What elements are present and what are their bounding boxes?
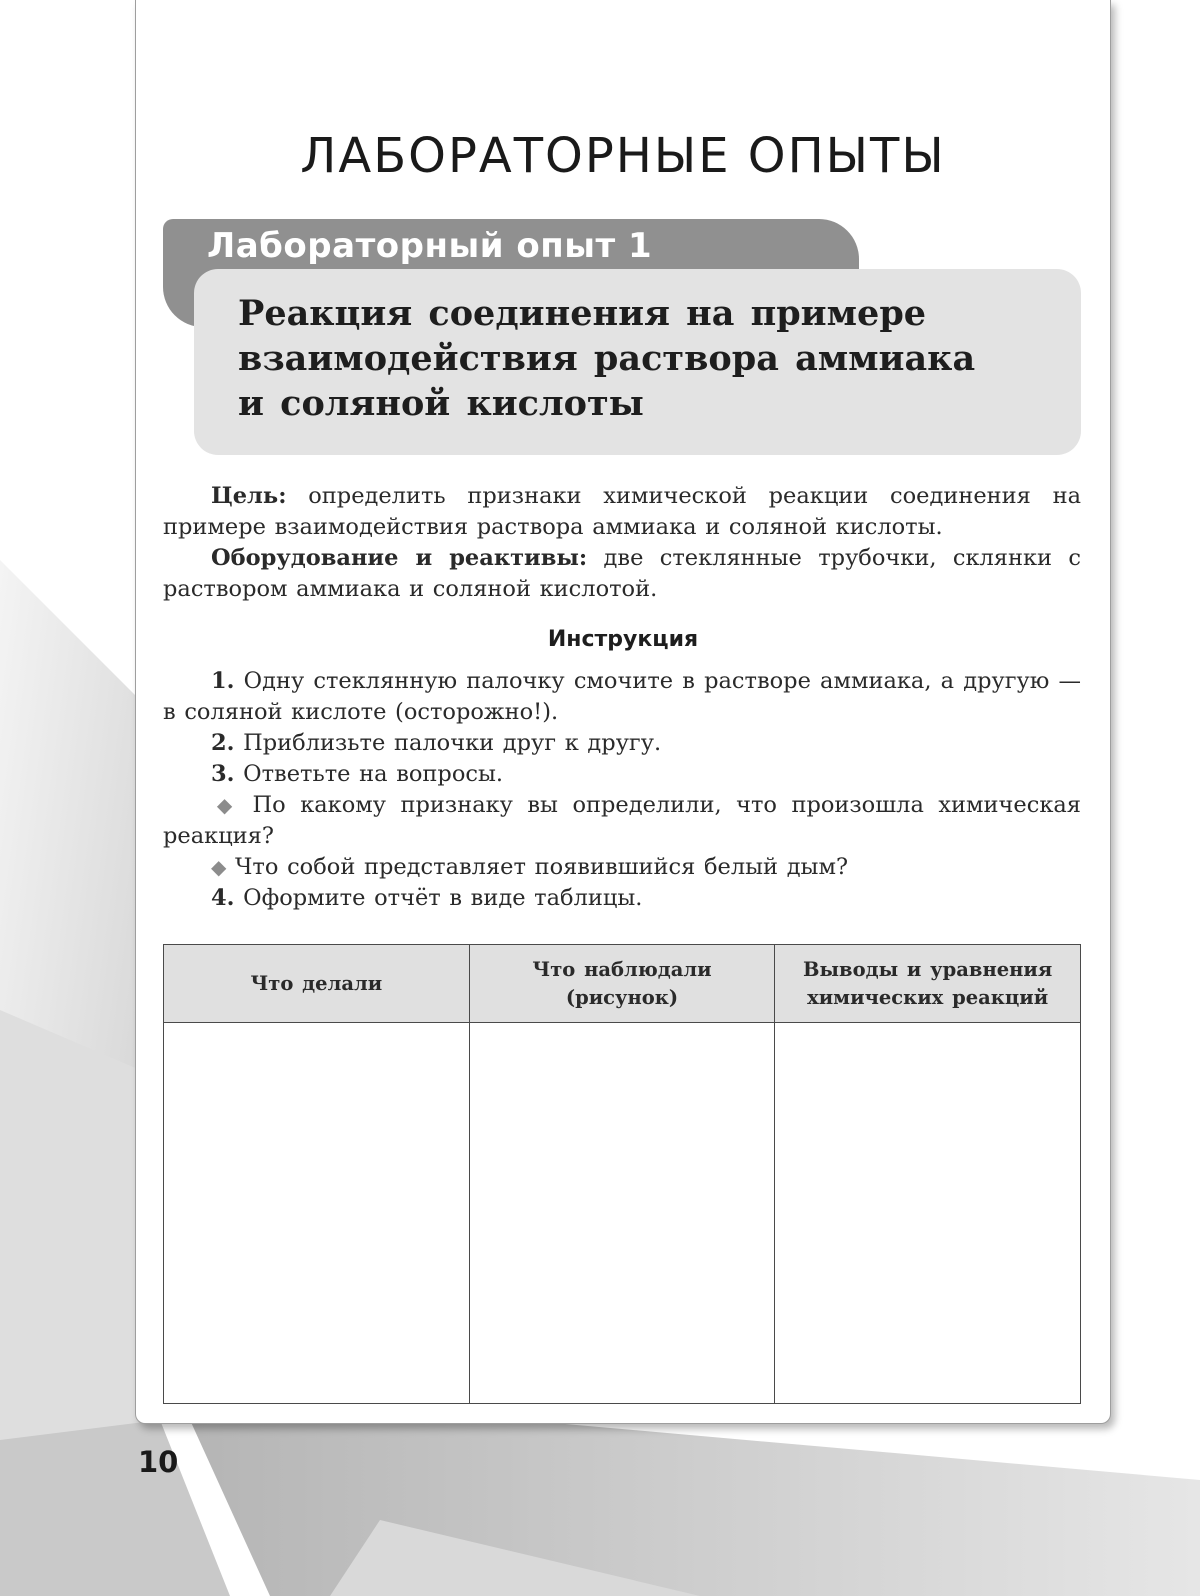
equipment-paragraph xyxy=(163,543,1081,605)
step-2 xyxy=(163,728,1081,759)
question-1 xyxy=(163,790,1081,852)
question-text: Что собой представляет появившийся белый дым? xyxy=(226,854,849,880)
step-1 xyxy=(163,666,1081,728)
column-header-conclusions: Выводы и уравнения химических реакций xyxy=(775,945,1081,1023)
table-cell-observations[interactable] xyxy=(469,1023,775,1404)
table-cell-actions[interactable] xyxy=(164,1023,470,1404)
column-header-actions: Что делали xyxy=(164,945,470,1023)
step-text: Приблизьте палочки друг к другу. xyxy=(234,730,662,756)
step-number: 3. xyxy=(211,761,235,787)
equipment-label: Оборудование и реактивы: xyxy=(211,545,588,571)
step-3 xyxy=(163,759,1081,790)
table-row xyxy=(164,1023,1081,1404)
step-text: Оформите отчёт в виде таблицы. xyxy=(234,885,643,911)
page-sheet xyxy=(135,0,1111,1424)
topic-title xyxy=(238,291,1038,426)
topic-line: Реакция соединения на примере xyxy=(238,293,927,334)
table-header-row xyxy=(164,945,1081,1023)
step-text: Ответьте на вопросы. xyxy=(234,761,504,787)
report-table xyxy=(163,944,1081,1404)
topic-box xyxy=(194,269,1081,455)
step-text: Одну стеклянную палочку смочите в растворе аммиака, а другую — в соляной кислоте (осторожно!). xyxy=(163,668,1081,725)
step-number: 4. xyxy=(211,885,235,911)
table-cell-conclusions[interactable] xyxy=(775,1023,1081,1404)
step-number: 2. xyxy=(211,730,235,756)
diamond-bullet-icon: ◆ xyxy=(211,855,227,879)
equipment-text: две стеклянные трубочки, склянки с раствором аммиака и соляной кислотой. xyxy=(163,545,1081,602)
diamond-bullet-icon: ◆ xyxy=(211,793,239,817)
instructions-title: Инструкция xyxy=(547,627,699,652)
lab-number-label: Лабораторный опыт 1 xyxy=(207,226,653,266)
goal-label: Цель: xyxy=(211,483,287,509)
column-header-observations: Что наблюдали (рисунок) xyxy=(469,945,775,1023)
topic-line: и соляной кислоты xyxy=(238,383,644,424)
goal-text: определить признаки химической реакции соединения на примере взаимодействия раствора аммиака и соляной кислоты. xyxy=(163,483,1081,540)
question-2 xyxy=(163,852,1081,883)
topic-line: взаимодействия раствора аммиака xyxy=(238,338,976,379)
page-heading: ЛАБОРАТОРНЫЕ ОПЫТЫ xyxy=(300,128,946,184)
question-text: По какому признаку вы определили, что произошла химическая реакция? xyxy=(163,792,1081,849)
step-4 xyxy=(163,883,1081,914)
step-number: 1. xyxy=(211,668,235,694)
goal-paragraph xyxy=(163,481,1081,543)
page-number: 10 xyxy=(138,1445,179,1479)
